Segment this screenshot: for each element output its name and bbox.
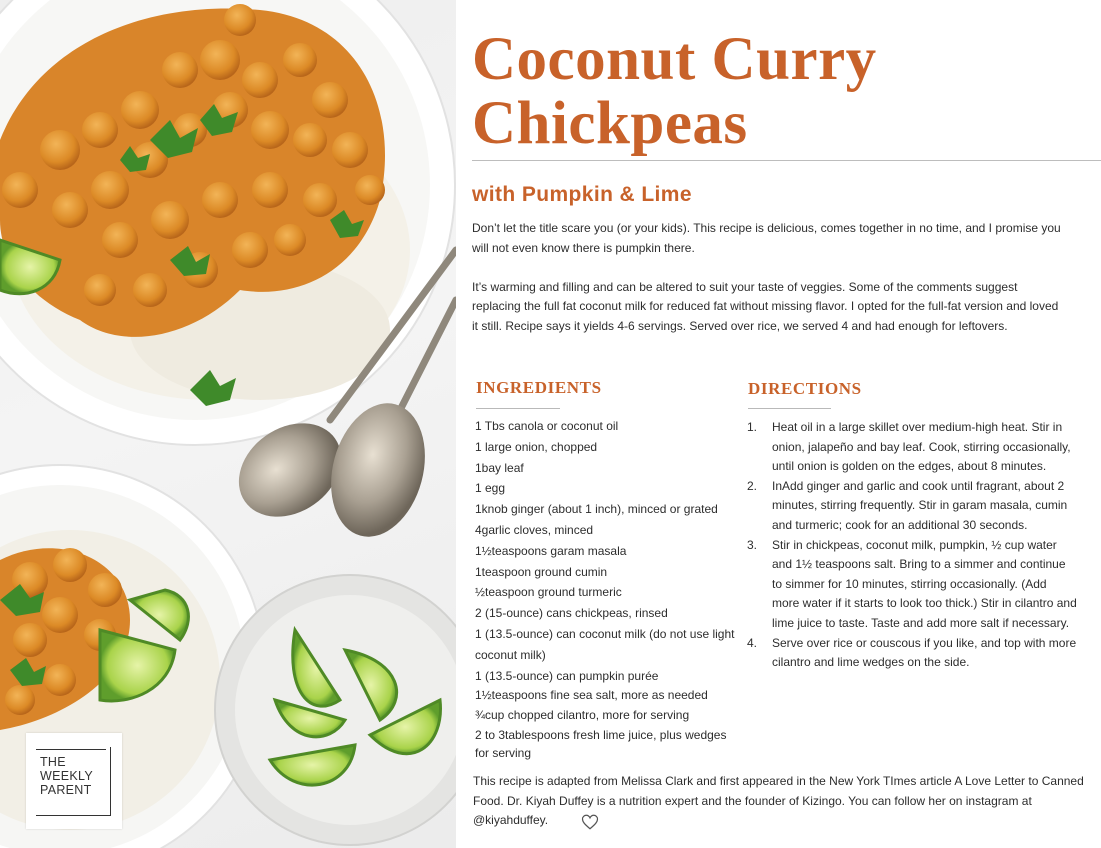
curry-bowls-illustration bbox=[0, 0, 456, 848]
directions-heading: DIRECTIONS bbox=[748, 379, 862, 398]
ingredient-item: 1teaspoon ground cumin bbox=[475, 564, 608, 579]
directions-list bbox=[747, 418, 1077, 673]
ingredient-item: ¾cup chopped cilantro, more for serving bbox=[475, 707, 690, 722]
direction-step bbox=[747, 418, 1077, 477]
title-line-2: Chickpeas bbox=[472, 90, 748, 157]
ingredients-list bbox=[475, 416, 735, 762]
directions-divider bbox=[748, 408, 831, 409]
ingredient-item: 2 (15-ounce) cans chickpeas, rinsed bbox=[475, 606, 668, 621]
intro-text bbox=[472, 219, 1062, 356]
logo-line2: WEEKLY bbox=[40, 769, 93, 783]
ingredient-item: 1½teaspoons fine sea salt, more as needed bbox=[475, 688, 708, 703]
step-text: Heat oil in a large skillet over medium-high heat. Stir in onion, jalapeño and bay leaf. Cook, stirring occasionally, until onion is golden on the edges, about 8 minutes. bbox=[772, 420, 1071, 474]
ingredient-item: 1knob ginger (about 1 inch), minced or grated bbox=[475, 502, 718, 517]
attribution-text: This recipe is adapted from Melissa Clark and first appeared in the New York TImes article A Love Letter to Canned Food. Dr. Kiyah Duffey is a nutrition expert and the founder of Kizingo. You can follow her on instagram at @kiyahduffey. bbox=[473, 774, 1084, 827]
ingredient-item: 1 (13.5-ounce) can coconut milk (do not use light coconut milk) bbox=[475, 626, 735, 662]
logo-text bbox=[40, 755, 93, 797]
logo-line3: PARENT bbox=[40, 783, 92, 797]
ingredients-divider bbox=[476, 408, 560, 409]
title-divider bbox=[472, 160, 1101, 161]
step-text: Serve over rice or couscous if you like, and top with more cilantro and lime wedges on the side. bbox=[772, 635, 1077, 670]
intro-paragraph-2: It’s warming and filling and can be altered to suit your taste of veggies. Some of the comments suggest replacing the full fat coconut milk for reduced fat without missing flavor. I opted for the full-fat version and loved it still. Recipe says it yields 4-6 servings. Served over rice, we served 4 and had enough for leftovers. bbox=[472, 279, 1059, 333]
step-number: 3. bbox=[747, 537, 758, 552]
step-number: 1. bbox=[747, 420, 758, 434]
heart-icon bbox=[581, 813, 599, 831]
food-photo bbox=[0, 0, 456, 848]
step-number: 4. bbox=[747, 635, 758, 650]
ingredient-item: 1 egg bbox=[475, 481, 506, 496]
title-line-1: Coconut Curry bbox=[472, 26, 877, 93]
step-text: InAdd ginger and garlic and cook until fragrant, about 2 minutes, stirring frequently. Stir in garam masala, cumin and turmeric; cook for an additional 30 seconds. bbox=[772, 478, 1068, 532]
direction-step bbox=[747, 536, 1077, 634]
ingredient-item: 2 to 3tablespoons fresh lime juice, plus wedges for serving bbox=[475, 728, 727, 760]
step-number: 2. bbox=[747, 478, 758, 493]
logo-line1: THE bbox=[40, 755, 66, 769]
ingredient-item: 1½teaspoons garam masala bbox=[475, 543, 627, 558]
ingredient-item: ½teaspoon ground turmeric bbox=[475, 585, 622, 600]
ingredient-item: 1 Tbs canola or coconut oil bbox=[475, 419, 619, 433]
ingredient-item: 1bay leaf bbox=[475, 460, 524, 475]
ingredient-item: 1 large onion, chopped bbox=[475, 439, 598, 454]
ingredient-item: 4garlic cloves, minced bbox=[475, 522, 594, 537]
intro-paragraph-1: Don’t let the title scare you (or your kids). This recipe is delicious, comes together in no time, and I promise you will not even know there is pumpkin there. bbox=[472, 221, 1061, 255]
direction-step bbox=[747, 634, 1077, 673]
recipe-subtitle: with Pumpkin & Lime bbox=[472, 183, 692, 206]
weekly-parent-logo bbox=[26, 733, 122, 829]
ingredients-heading: INGREDIENTS bbox=[476, 378, 602, 397]
direction-step bbox=[747, 477, 1077, 536]
step-text: Stir in chickpeas, coconut milk, pumpkin, ½ cup water and 1½ teaspoons salt. Bring to a simmer and continue to simmer for 10 minutes, stirring occasionally. (Add more water if it starts to look too thick.) Stir in cilantro and lime juice to taste. Taste and add more salt if necessary. bbox=[772, 537, 1077, 630]
recipe-title bbox=[472, 28, 877, 156]
ingredient-item: 1 (13.5-ounce) can pumpkin purée bbox=[475, 668, 659, 683]
